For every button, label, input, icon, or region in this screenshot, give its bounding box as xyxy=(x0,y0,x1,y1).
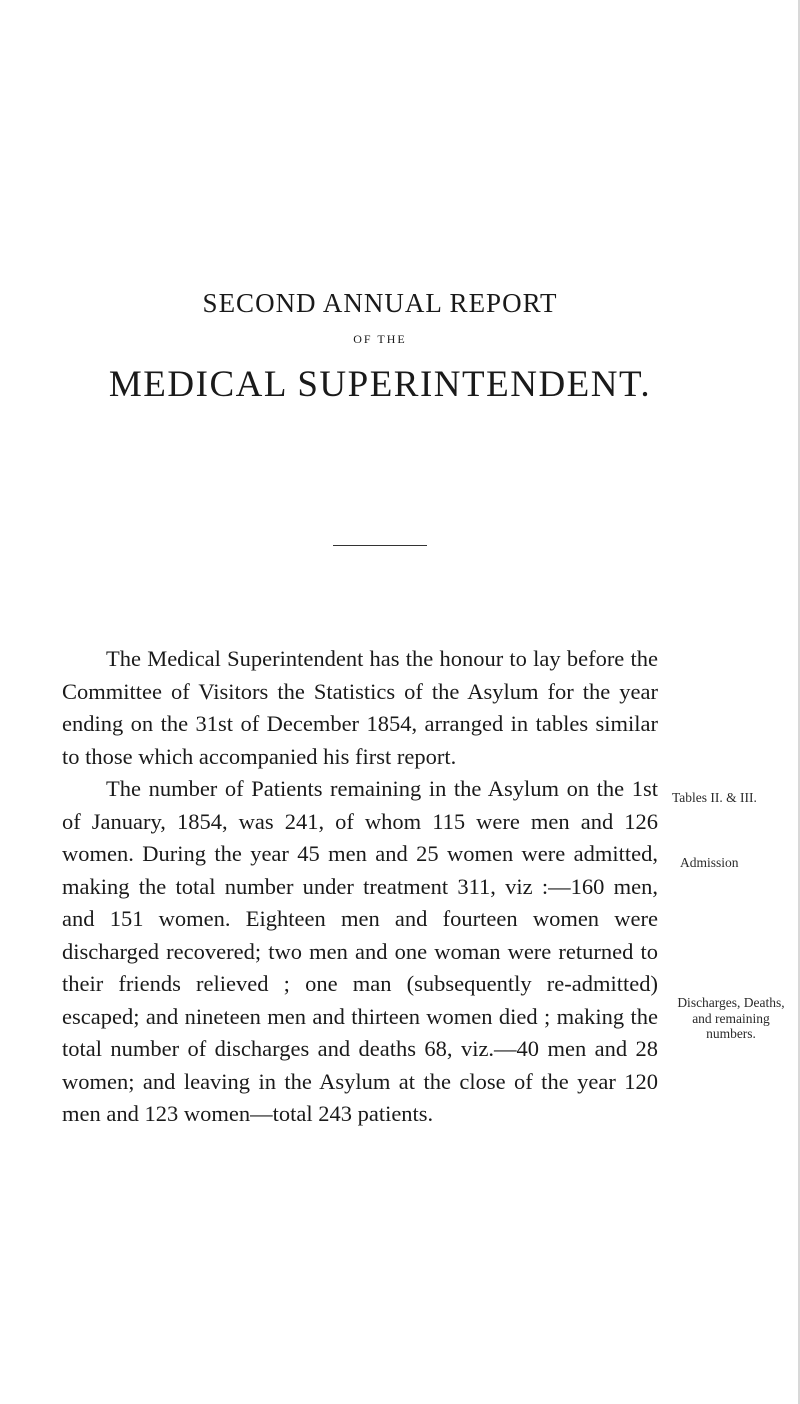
report-body xyxy=(62,643,658,1131)
report-subtitle: MEDICAL SUPERINTENDENT. xyxy=(108,364,652,405)
intro-paragraph: The Medical Superintendent has the honour to lay before the Committee of Visitors the Statistics of the Asylum for the year ending on the 31st of December 1854, arranged in tables similar to those which accompanied his first report. xyxy=(62,646,658,769)
statistics-paragraph: The number of Patients remaining in the Asylum on the 1st of January, 1854, was 241, of whom 115 were men and 126 women. During the year 45 men and 25 women were admitted, making the total number under treatment 311, viz :—160 men, and 151 women. Eighteen men and fourteen women were discharged recovered; two men and one woman were returned to their friends relieved ; one man (subsequently re-admitted) escaped; and nineteen men and thirteen women died ; making the total number of discharges and deaths 68, viz.—40 men and 28 women; and leaving in the Asylum at the close of the year 120 men and 123 women—total 243 patients. xyxy=(62,776,658,1126)
report-title: SECOND ANNUAL REPORT xyxy=(202,288,558,318)
report-title-connector: OF THE xyxy=(353,332,407,346)
margin-note-admission: Admission xyxy=(680,855,739,870)
title-divider xyxy=(333,545,427,546)
margin-note-discharges: Discharges, Deaths, and remaining numbers. xyxy=(677,995,785,1041)
margin-note-tables: Tables II. & III. xyxy=(672,790,757,805)
